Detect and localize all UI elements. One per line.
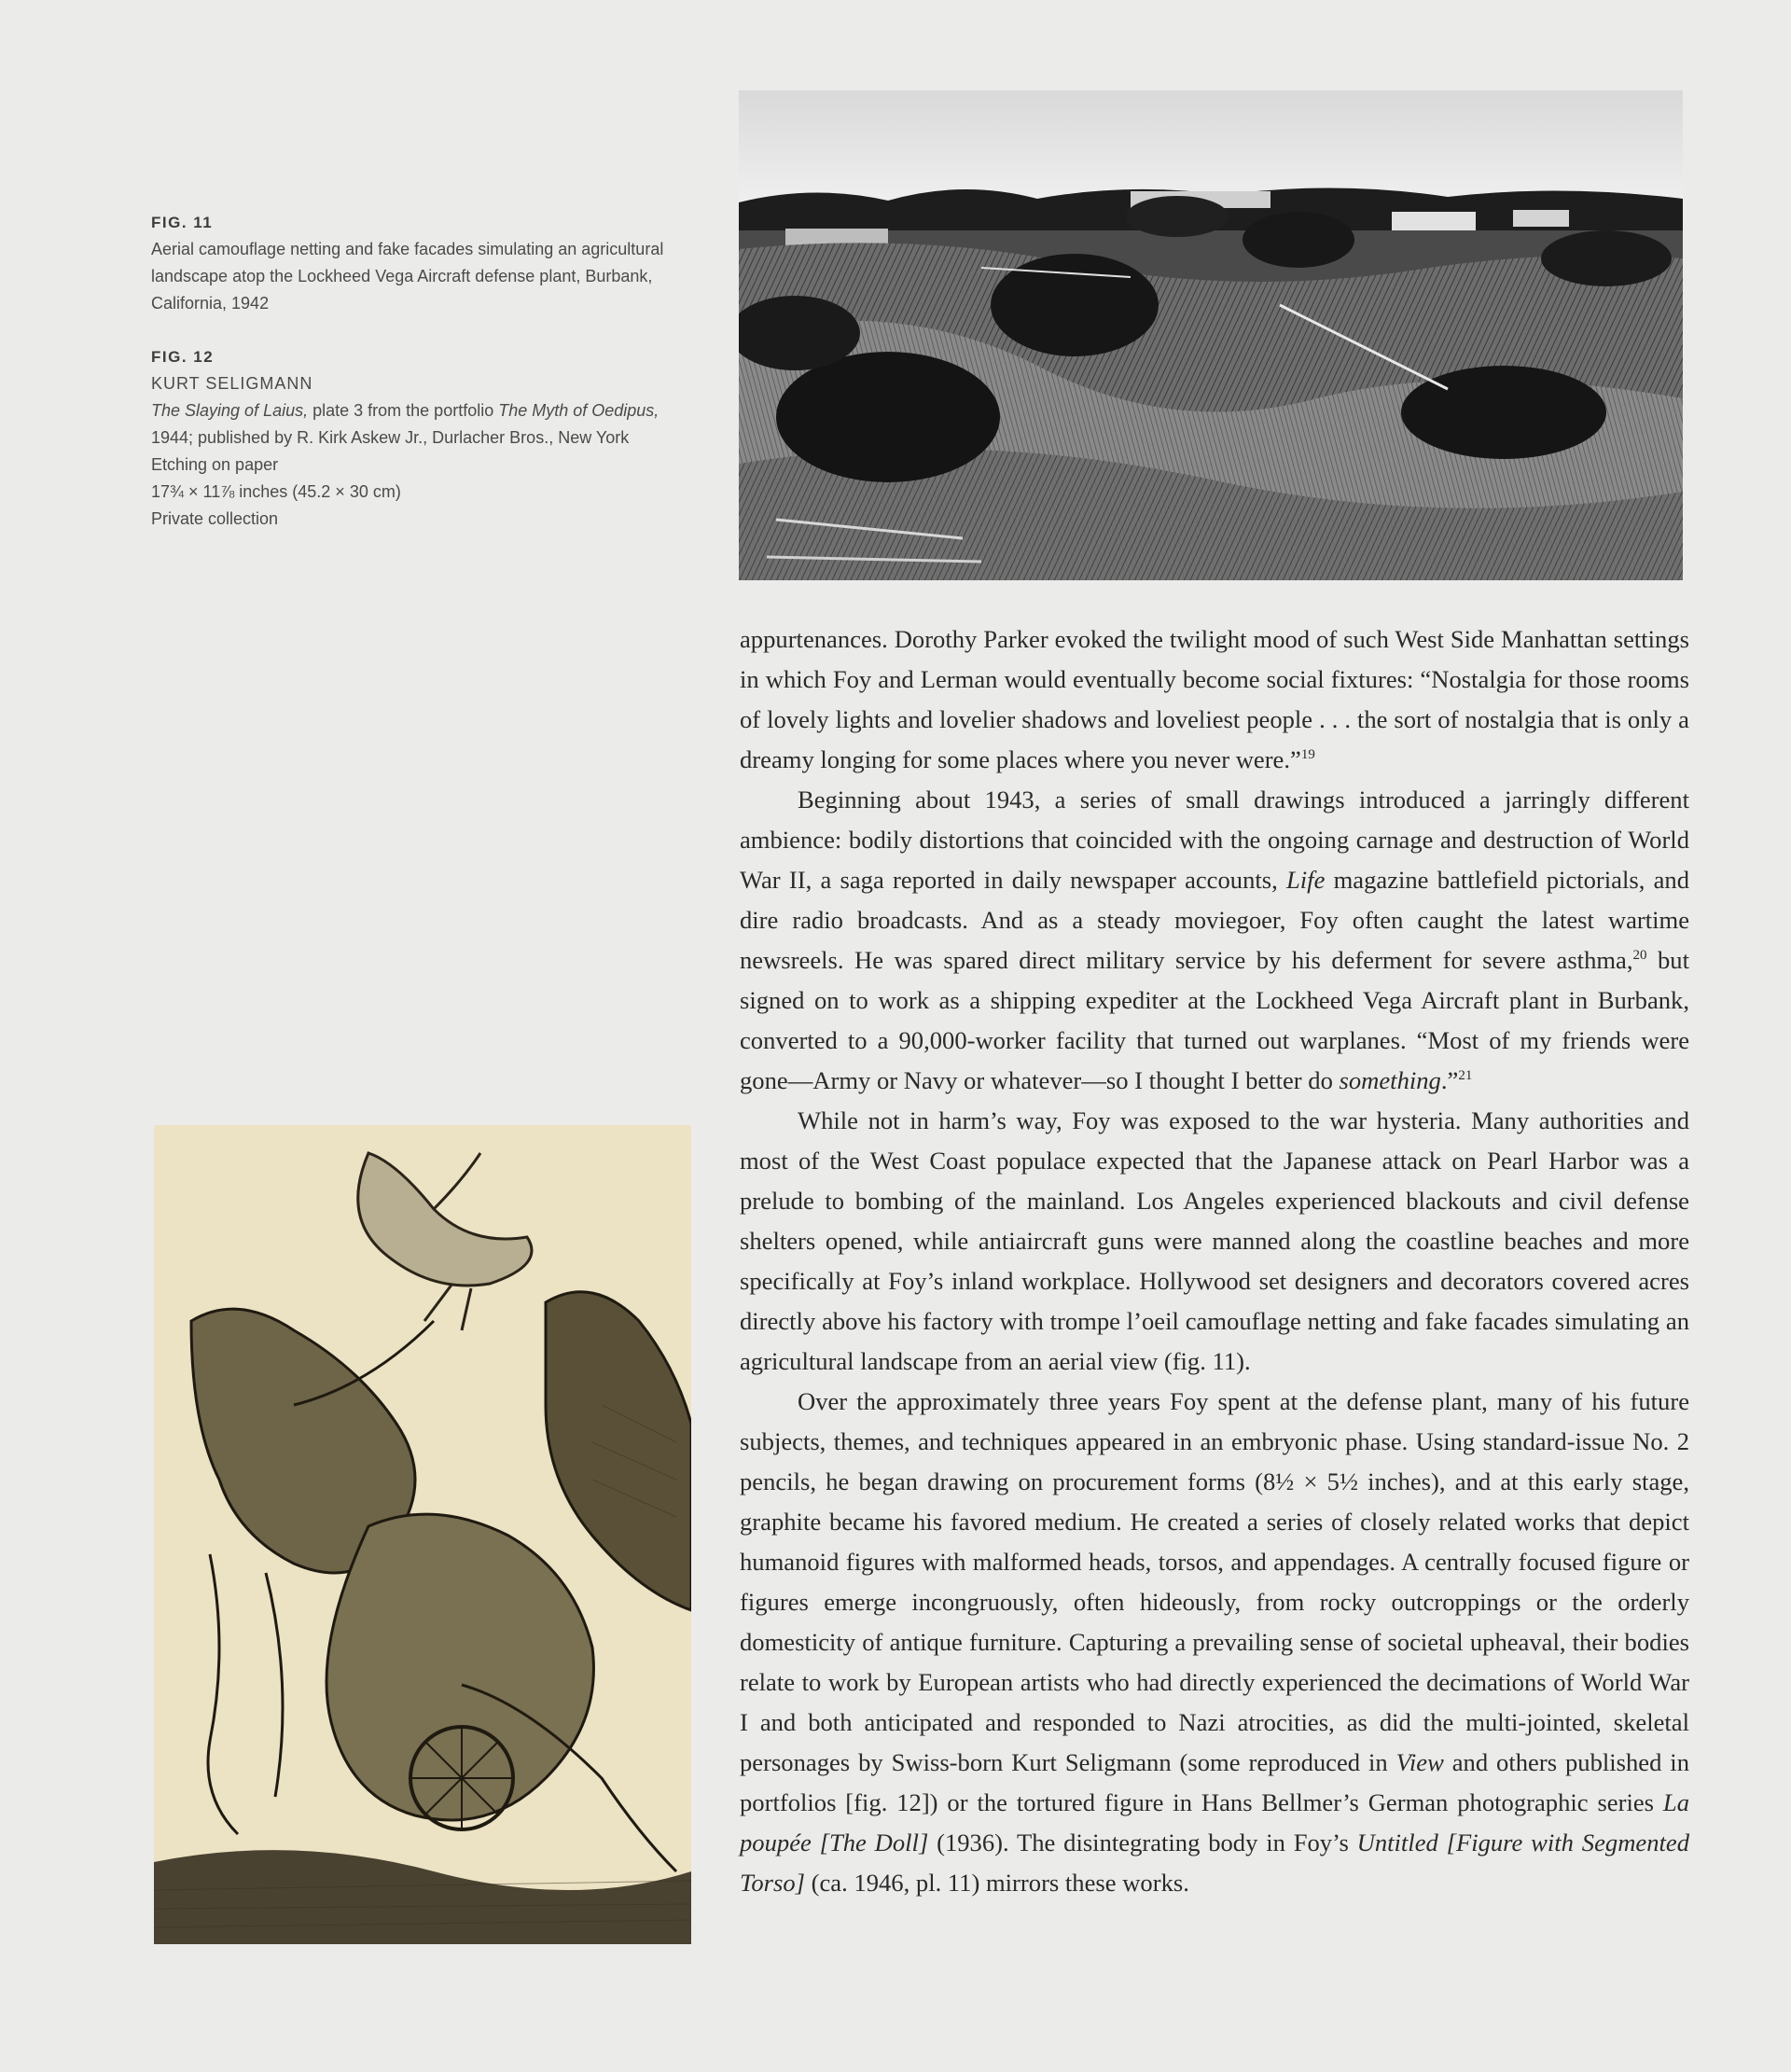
paragraph-4-text-b: and others published in portfolios [fig. 12]) or the tortured figure in Hans Bellmer’s German photographic series xyxy=(740,1748,1689,1816)
fig11-label: FIG. 11 xyxy=(151,214,214,231)
fig11-caption-text: Aerial camouflage netting and fake facades simulating an agricultural landscape atop the Lockheed Vega Aircraft defense plant, Burbank, California, 1942 xyxy=(151,240,664,313)
fig12-title: The Slaying of Laius, xyxy=(151,401,309,420)
fig12-artist: KURT SELIGMANN xyxy=(151,374,313,393)
etching-illustration xyxy=(154,1125,691,1944)
fig12-dimensions: 17¾ × 11⅞ inches (45.2 × 30 cm) xyxy=(151,482,401,501)
fig12-title-rest: plate 3 from the portfolio xyxy=(308,401,499,420)
paragraph-4-text-c: (1936). The disintegrating body in Foy’s xyxy=(928,1829,1357,1856)
fig12-caption xyxy=(151,343,683,533)
life-magazine-title: Life xyxy=(1286,866,1326,894)
fig12-title-line xyxy=(151,397,683,452)
fig12-publication: 1944; published by R. Kirk Askew Jr., Durlacher Bros., New York xyxy=(151,428,630,447)
paragraph-2 xyxy=(740,780,1689,1101)
paragraph-4-text-a: Over the approximately three years Foy spent at the defense plant, many of his future subjects, themes, and techniques appeared in an embryonic phase. Using standard-issue No. 2 pencils, he began drawing on procurement forms (8½ × 5½ inches), and at this early stage, graphite became his favored medium. He created a series of closely related works that depict humanoid figures with malformed heads, torsos, and appendages. A centrally focused figure or figures emerge incongruously, often hideously, from rocky outcroppings or the orderly domesticity of antique furniture. Capturing a prevailing sense of societal upheaval, their bodies relate to work by European artists who had directly experienced the decimations of World War I and both anticipated and responded to Nazi atrocities, as did the multi-jointed, skeletal personages by Swiss-born Kurt Seligmann (some reproduced in xyxy=(740,1387,1689,1776)
paragraph-4 xyxy=(740,1382,1689,1903)
something-emphasis: something xyxy=(1339,1066,1441,1094)
fig11-photo xyxy=(739,90,1683,580)
paragraph-2-text-d: .” xyxy=(1440,1066,1459,1094)
fig12-medium: Etching on paper xyxy=(151,455,279,474)
view-magazine-title: View xyxy=(1395,1748,1444,1776)
paragraph-1 xyxy=(740,619,1689,780)
untitled-work-title: Untitled [Figure with Segmented Torso] xyxy=(740,1829,1689,1897)
paragraph-4-text-d: (ca. 1946, pl. 11) mirrors these works. xyxy=(805,1869,1189,1897)
paragraph-2-text-a: Beginning about 1943, a series of small drawings introduced a jarringly different ambience: bodily distortions that coincided with the ongoing carnage and destruction of World War II, a saga reported in daily newspaper accounts, xyxy=(740,786,1689,894)
paragraph-2-text-c: but signed on to work as a shipping expediter at the Lockheed Vega Aircraft plant in Burbank, converted to a 90,000-worker facility that turned out warplanes. “Most of my friends were gone—Army or Navy or whatever—so I thought I better do xyxy=(740,946,1689,1094)
fig12-portfolio: The Myth of Oedipus, xyxy=(498,401,659,420)
camouflage-landscape-illustration xyxy=(739,90,1683,580)
footnote-20: 20 xyxy=(1632,948,1647,963)
footnote-21: 21 xyxy=(1458,1068,1473,1083)
article-body xyxy=(740,619,1689,1903)
paragraph-3 xyxy=(740,1101,1689,1382)
paragraph-2-text-b: magazine battlefield pictorials, and dire radio broadcasts. And as a steady moviegoer, Foy often caught the latest wartime newsreels. He was spared direct military service by his deferment for severe asthma, xyxy=(740,866,1689,974)
fig12-collection: Private collection xyxy=(151,509,279,528)
la-poupee-title: La poupée [The Doll] xyxy=(740,1788,1689,1856)
footnote-19: 19 xyxy=(1300,747,1315,762)
fig12-label: FIG. 12 xyxy=(151,348,215,366)
paragraph-1-text: appurtenances. Dorothy Parker evoked the twilight mood of such West Side Manhattan settings in which Foy and Lerman would eventually become social fixtures: “Nostalgia for those rooms of lovely lights and lovelier shadows and loveliest people . . . the sort of nostalgia that is only a dreamy longing for some places where you never were.” xyxy=(740,625,1689,773)
paragraph-3-text: While not in harm’s way, Foy was exposed to the war hysteria. Many authorities and most of the West Coast populace expected that the Japanese attack on Pearl Harbor was a prelude to bombing of the mainland. Los Angeles experienced blackouts and civil defense shelters opened, while antiaircraft guns were manned along the coastline beaches and more specifically at Foy’s inland workplace. Hollywood set designers and decorators covered acres directly above his factory with trompe l’oeil camouflage netting and fake facades simulating an agricultural landscape from an aerial view (fig. 11). xyxy=(740,1106,1689,1375)
fig12-etching xyxy=(154,1125,691,1944)
fig11-caption xyxy=(151,209,683,317)
